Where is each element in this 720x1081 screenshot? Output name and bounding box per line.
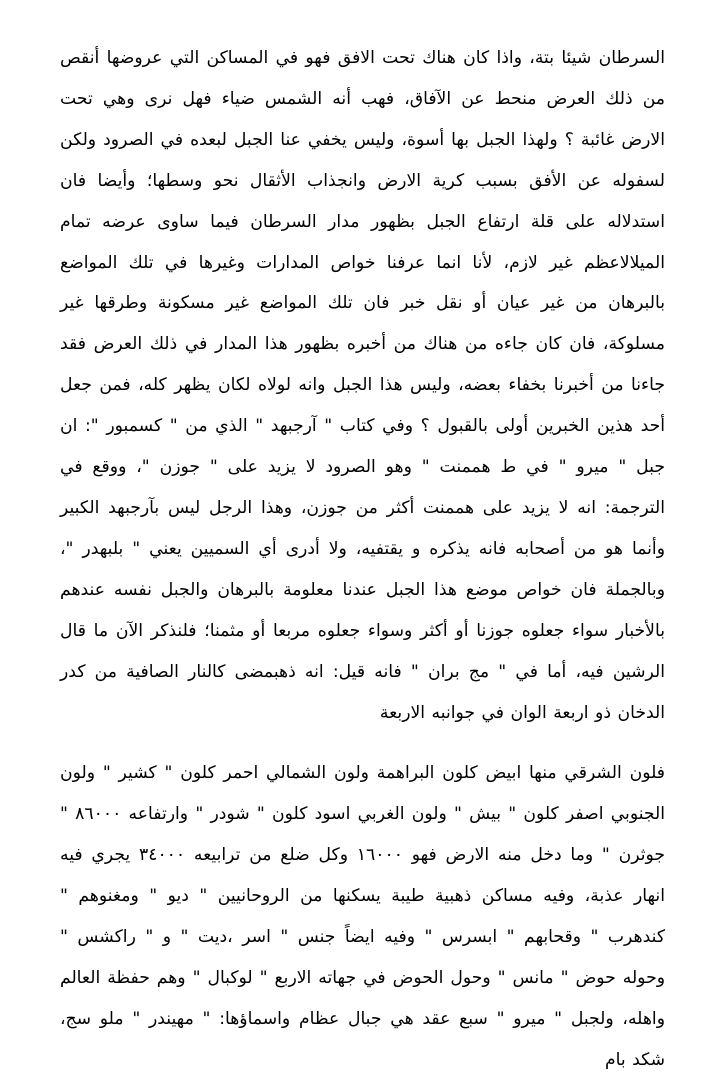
body-paragraph-2: فلون الشرقي منها ابيض كلون البراهمة ولون الشمالي احمر كلون " كشير " ولون الجنوبي اصفر كلون " بيش " ولون الغربي اسود كلون " شودر " وارتفاعه ٨٦٠٠٠ " جوثرن " وما دخل منه الارض فهو ١٦٠٠٠ وكل ضلع من ترابيعه ٣٤٠٠٠ يجري فيه انهار عذبة، وفيه مساكن ذهبية طيبة يسكنها من الروحانيين " ديو " ومغنوهم " كندهرب " وقحابهم " ابسرس " وفيه ايضاً جنس " اسر ،ديت " و " راكشس " وحوله حوض " مانس " وحول الحوض في جهاته الاربع " لوكبال " وهم حفظة العالم واهله، ولجبل " ميرو " سبع عقد هي جبال عظام واسماؤها: " مهيندر " ملو سج، شكد بام	[60, 763, 665, 1070]
body-paragraph-1: السرطان شيئا بتة، واذا كان هناك تحت الافق فهو في المساكن التي عروضها أنقص من ذلك العرض منحط عن الآفاق، فهب أنه الشمس ضياء فهل نرى وهي تحت الارض غائبة ؟ ولهذا الجبل بها أسوة، وليس يخفي عنا الجبل لبعده في الصرود ولكن لسفوله عن الأفق بسبب كرية الارض وانجذاب الأثقال نحو وسطها؛ وأيضا فان استدلاله على قلة ارتفاع الجبل بظهور مدار السرطان فيما ساوى عرضه تمام الميلالاعظم غير لازم، لأنا انما عرفنا خواص المدارات وغيرها في تلك المواضع بالبرهان من غير عيان أو نقل خبر فان تلك المواضع غير مسكونة وطرقها غير مسلوكة، فان كان جاءه من هناك من أخبره بظهور هذا المدار في ذلك العرض فقد جاءنا من أخبرنا بخفاء بعضه، وليس هذا الجبل وانه لولاه لكان يظهر كله، فمن جعل أحد هذين الخبرين أولى بالقبول ؟ وفي كتاب " آرجبهد " الذي من " كسمبور ": ان جبل " ميرو " في ط هممنت " وهو الصرود لا يزيد على " جوزن "، ووقع في الترجمة: انه لا يزيد على هممنت أكثر من جوزن، وهذا الرجل ليس بآرجبهد الكبير وأنما هو من أصحابه فانه يذكره و يقتفيه، ولا أدرى أي السميين يعني " بلبهدر "، وبالجملة فان خواص موضع هذا الجبل عندنا معلومة بالبرهان والجبل نفسه عندهم بالأخبار سواء جعلوه جوزنا أو أكثر وسواء جعلوه مربعا أو مثمنا؛ فلنذكر الآن ما قال الرشين فيه، أما في " مج بران " فانه قيل: انه ذهبمضى كالنار الصافية من كدر الدخان ذو اربعة الوان في جوانبه الاربعة	[60, 48, 665, 723]
document-page	[60, 38, 665, 1081]
